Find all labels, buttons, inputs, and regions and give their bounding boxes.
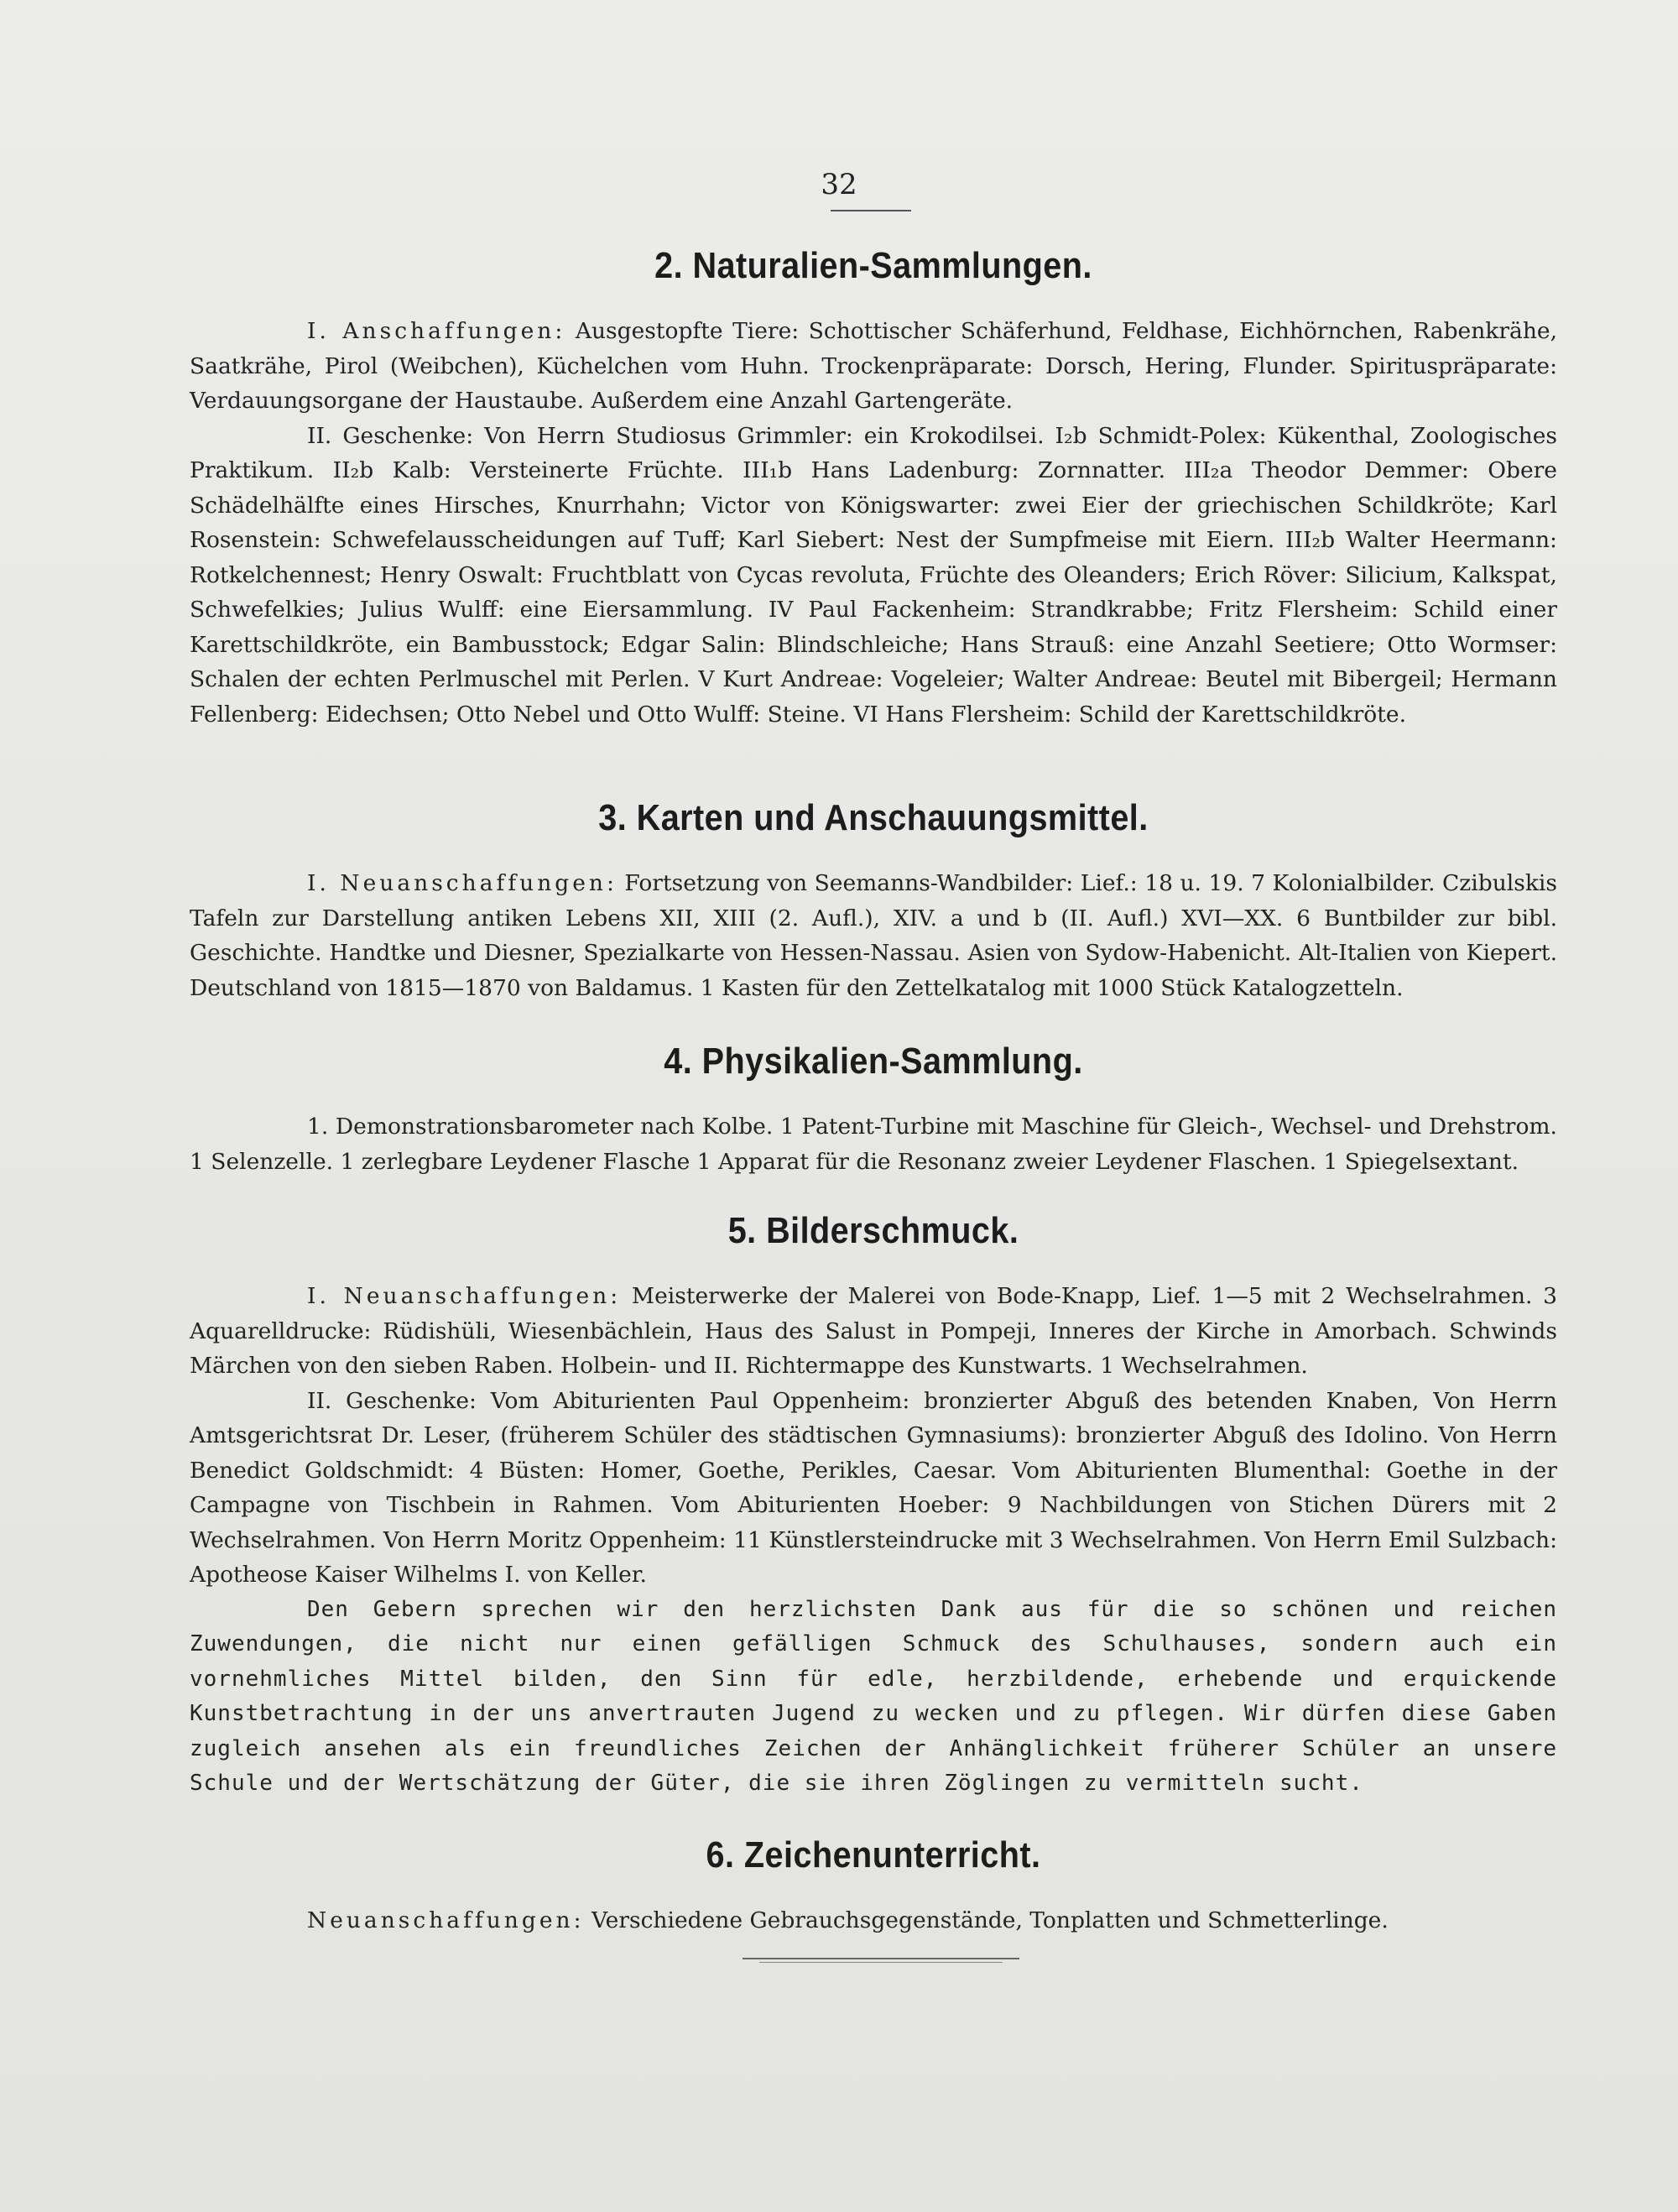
paragraph-neuanschaffungen: [190, 866, 1557, 1005]
paragraph-dank: Den Gebern sprechen wir den herzlichsten Dank aus für die so schönen und reichen Zuwendungen, die nicht nur einen gefälligen Schmuck des Schulhauses, sondern auch ein vornehmliches Mittel bilden, den Sinn für edle, herzbildende, erhebende und erquickende Kunstbetrachtung in der uns anvertrauten Jugend zu wecken und zu pflegen. Wir dürfen diese Gaben zugleich ansehen als ein freundliches Zeichen der Anhänglichkeit früherer Schüler an unsere Schule und der Wertschätzung der Güter, die sie ihren Zöglingen zu vermitteln sucht.: [190, 1596, 1557, 1796]
paragraph-geschenke: II. Geschenke: Von Herrn Studiosus Grimmler: ein Krokodilsei. I₂b Schmidt-Polex: Kükenthal, Zoologisches Praktikum. II₂b Kalb: Versteinerte Früchte. III₁b Hans Ladenburg: Zornnatter. III₂a Theodor Demmer: Obere Schädelhälfte eines Hirsches, Knurrhahn; Victor von Königswarter: zwei Eier der griechischen Schildkröte; Karl Rosenstein: Schwefelausscheidungen auf Tuff; Karl Siebert: Nest der Sumpfmeise mit Eiern. III₂b Walter Heermann: Rotkelchennest; Henry Oswalt: Fruchtblatt von Cycas revoluta, Früchte des Oleanders; Erich Röver: Silicium, Kalkspat, Schwefelkies; Julius Wulff: eine Eiersammlung. IV Paul Fackenheim: Strandkrabbe; Fritz Flersheim: Schild einer Karettschildkröte, ein Bambusstock; Edgar Salin: Blindschleiche; Hans Strauß: eine Anzahl Seetiere; Otto Wormser: Schalen der echten Perlmuschel mit Perlen. V Kurt Andreae: Vogeleier; Walter Andreae: Beutel mit Bibergeil; Hermann Fellenberg: Eidechsen; Otto Nebel und Otto Wulff: Steine. VI Hans Flersheim: Schild der Karettschildkröte.: [190, 422, 1557, 728]
section-heading: 5. Bilderschmuck.: [727, 1210, 1019, 1251]
end-rule: [743, 1958, 1019, 1959]
section-naturalien: [190, 245, 1557, 732]
paragraph-geschenke: II. Geschenke: Vom Abiturienten Paul Oppenheim: bronzierter Abguß des betenden Knaben, Von Herrn Amtsgerichtsrat Dr. Leser, (früherem Schüler des städtischen Gymnasiums): bronzierter Abguß des Idolino. Von Herrn Benedict Goldschmidt: 4 Büsten: Homer, Goethe, Perikles, Caesar. Vom Abiturienten Blumenthal: Goethe in der Campagne von Tischbein in Rahmen. Vom Abiturienten Hoeber: 9 Nachbildungen von Stichen Dürers mit 2 Wechselrahmen. Von Herrn Moritz Oppenheim: 11 Künstlersteindrucke mit 3 Wechselrahmen. Von Herrn Emil Sulzbach: Apotheose Kaiser Wilhelms I. von Keller.: [190, 1387, 1557, 1588]
paragraph-text: Fortsetzung von Seemanns-Wandbilder: Lief.: 18 u. 19. 7 Kolonialbilder. Czibulskis Tafeln zur Darstellung antiken Lebens XII, XIII (2. Aufl.), XIV. a und b (II. Aufl.) XVI—XX. 6 Buntbilder zur bibl. Geschichte. Handtke und Diesner, Spezialkarte von Hessen-Nassau. Asien von Sydow-Habenicht. Alt-Italien von Kiepert. Deutschland von 1815—1870 von Baldamus. 1 Kasten für den Zettelkatalog mit 1000 Stück Katalogzetteln.: [190, 870, 1557, 1001]
paragraph-text: Meisterwerke der Malerei von Bode-Knapp, Lief. 1—5 mit 2 Wechselrahmen. 3 Aquarelldrucke: Rüdishüli, Wiesenbächlein, Haus des Salust in Pompeji, Inneres der Kirche in Amorbach. Schwinds Märchen von den sieben Raben. Holbein- und II. Richtermappe des Kunstwarts. 1 Wechselrahmen.: [190, 1283, 1557, 1379]
paragraph-text: Ausgestopfte Tiere: Schottischer Schäferhund, Feldhase, Eichhörnchen, Rabenkrähe, Saatkrähe, Pirol (Weibchen), Küchelchen vom Huhn. Trockenpräparate: Dorsch, Hering, Flunder. Spirituspräparate: Verdauungsorgane der Haustaube. Außerdem eine Anzahl Gartengeräte.: [190, 318, 1557, 414]
end-rule-thin: [759, 1962, 1003, 1963]
section-physikalien: [190, 1041, 1557, 1179]
section-heading: 4. Physikalien-Sammlung.: [664, 1041, 1083, 1082]
paragraph-neuanschaffungen: [190, 1903, 1557, 1938]
paragraph-label: I. Anschaffungen:: [307, 318, 566, 344]
paragraph-label: I. Neuanschaffungen:: [307, 1283, 622, 1309]
section-heading: 3. Karten und Anschauungsmittel.: [598, 797, 1149, 838]
paragraph-physikalien: 1. Demonstrationsbarometer nach Kolbe. 1 Patent-Turbine mit Maschine für Gleich-, Wechsel- und Drehstrom. 1 Selenzelle. 1 zerlegbare Leydener Flasche 1 Apparat für die Resonanz zweier Leydener Flaschen. 1 Spiegelsextant.: [190, 1114, 1557, 1175]
section-heading: 6. Zeichenunterricht.: [706, 1834, 1041, 1876]
section-zeichenunterricht: [190, 1834, 1557, 1938]
paragraph-label: I. Neuanschaffungen:: [307, 870, 618, 896]
paragraph-neuanschaffungen: [190, 1279, 1557, 1384]
page-number-rule: [831, 210, 911, 211]
section-heading: 2. Naturalien-Sammlungen.: [654, 245, 1092, 286]
section-karten: [190, 797, 1557, 1005]
paragraph-anschaffungen: [190, 314, 1557, 419]
page-number: 32: [821, 168, 857, 201]
paragraph-label: Neuanschaffungen:: [307, 1907, 585, 1933]
section-bilderschmuck: [190, 1210, 1557, 1802]
paragraph-text: Verschiedene Gebrauchsgegenstände, Tonplatten und Schmetterlinge.: [584, 1907, 1389, 1933]
